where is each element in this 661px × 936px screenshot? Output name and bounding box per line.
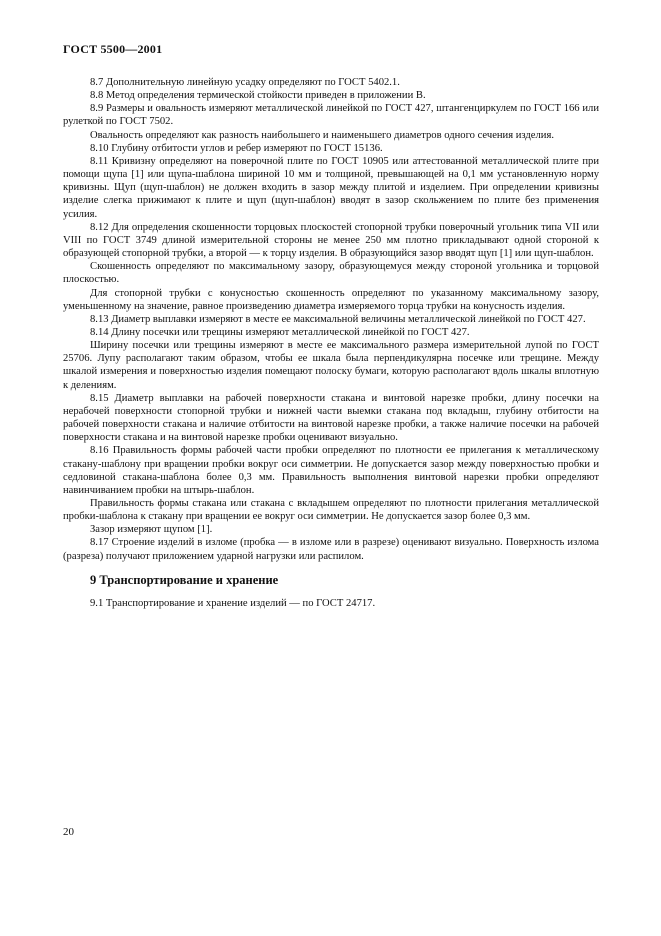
paragraph-ovality: Овальность определяют как разность наибольшего и наименьшего диаметров одного сечения изделия. — [90, 129, 554, 141]
paragraph-8-12: 8.12 Для определения скошенности торцовых плоскостей стопорной трубки поверочный угольник типа VII или VIII по ГОСТ 3749 длиной измерительной стороны не менее 250 мм плотно прикладывают одной стороной к образующей стопорной трубки, а второй — к торцу изделия. В образующийся зазор вводят щуп [1] или щуп-шаблон. — [63, 221, 599, 260]
paragraph-8-14: 8.14 Длину посечки или трещины измеряют металлической линейкой по ГОСТ 427. — [90, 326, 470, 338]
paragraph-gap-measure: Зазор измеряют щупом [1]. — [90, 524, 213, 536]
page-number: 20 — [63, 826, 74, 838]
paragraph-8-9: 8.9 Размеры и овальность измеряют металлической линейкой по ГОСТ 427, штангенциркулем по ГОСТ 166 или рулеткой по ГОСТ 7502. — [63, 103, 599, 128]
paragraph-skew: Скошенность определяют по максимальному зазору, образующемуся между стороной угольника и торцовой плоскостью. — [63, 261, 599, 286]
paragraph-8-13: 8.13 Диаметр выплавки измеряют в месте ее максимальной величины металлической линейкой по ГОСТ 427. — [90, 313, 586, 325]
section-9-title: 9 Транспортирование и хранение — [90, 572, 279, 587]
paragraph-8-11: 8.11 Кривизну определяют на поверочной плите по ГОСТ 10905 или аттестованной металлической плите при помощи щупа [1] или щупа-шаблона шириной 10 мм и толщиной, превышающей на 0,1 мм установленную норму кривизны. Щуп (щуп-шаблон) не должен входить в зазор между плитой и изделием. При определении кривизны изделие слегка прижимают к плите и щуп (щуп-шаблон) вводят в зазор скольжением по плите без применения усилия. — [63, 155, 599, 220]
paragraph-conical-tube: Для стопорной трубки с конусностью скошенность определяют по указанному максимальному зазору, уменьшенному на значение, равное произведению диаметра измеряемого торца трубки на конусность изделия. — [63, 287, 599, 312]
paragraph-8-15: 8.15 Диаметр выплавки на рабочей поверхности стакана и винтовой нарезке пробки, длину посечки на нерабочей поверхности стопорной трубки и нижней части выемки стакана под вкладыш, глубину отбитости на рабочей поверхности стакана и наличие отбитости на винтовой нарезке пробки, а также наличие посечки на рабочей поверхности стакана и на винтовой нарезке пробки оценивают визуально. — [63, 392, 599, 444]
paragraph-crack-width: Ширину посечки или трещины измеряют в месте ее максимального размера измерительной лупой по ГОСТ 25706. Лупу располагают таким образом, чтобы ее шкала была перпендикулярна посечке или трещине. Между шкалой измерения и поверхностью изделия помещают полоску бумаги, которую располагают вдоль шкалы вплотную к делениям. — [63, 340, 599, 391]
paragraph-cup-shape: Правильность формы стакана или стакана с вкладышем определяют по плотности прилегания металлической пробки-шаблона к стакану при вращении ее вокруг оси симметрии. Не допускается зазор более 0,3 мм. — [63, 498, 599, 523]
paragraph-8-7: 8.7 Дополнительную линейную усадку определяют по ГОСТ 5402.1. — [90, 77, 400, 88]
paragraph-8-8: 8.8 Метод определения термической стойкости приведен в приложении В. — [90, 90, 426, 102]
paragraph-9-1: 9.1 Транспортирование и хранение изделий — по ГОСТ 24717. — [90, 597, 376, 609]
document-header: ГОСТ 5500—2001 — [63, 42, 163, 56]
paragraph-8-17: 8.17 Строение изделий в изломе (пробка — в изломе или в разрезе) оценивают визуально. Поверхность излома (разреза) получают приложением ударной нагрузки или распилом. — [63, 537, 599, 562]
paragraph-8-10: 8.10 Глубину отбитости углов и ребер измеряют по ГОСТ 15136. — [90, 142, 383, 154]
paragraph-8-16: 8.16 Правильность формы рабочей части пробки определяют по плотности ее прилегания к металлическому стакану-шаблону при вращении пробки вокруг оси симметрии. Не допускается зазор между поверхностью пробки и седловиной стакана-шаблона более 0,3 мм. Правильность выполнения винтовой нарезки пробки определяют навинчиванием пробки на штырь-шаблон. — [63, 445, 599, 496]
document-body — [63, 76, 599, 610]
